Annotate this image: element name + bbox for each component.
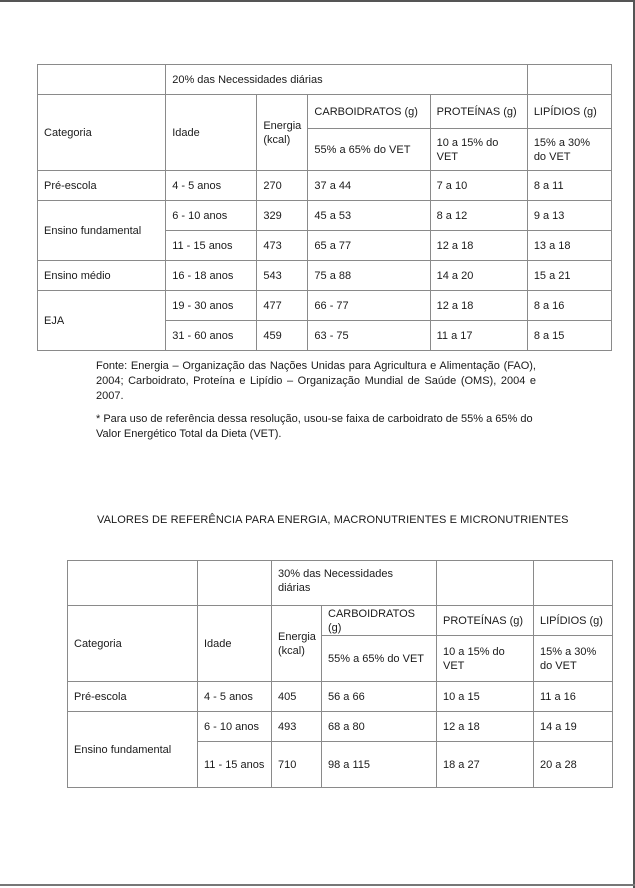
source-note: Fonte: Energia – Organização das Nações Unidas para Agricultura e Alimentação (FAO), 2004; Carboidrato, Proteína e Lipídio – Organização Mundial de Saúde (OMS), 2004 e 2007.	[96, 360, 536, 402]
idade-cell: 6 - 10 anos	[166, 201, 257, 231]
idade-cell: 31 - 60 anos	[166, 321, 257, 351]
nutrition-table-30-percent	[67, 560, 613, 788]
footnote: * Para uso de referência dessa resolução, usou-se faixa de carboidrato de 55% a 65% do Valor Energético Total da Dieta (VET).	[96, 413, 533, 440]
energia-cell: 710	[272, 742, 322, 788]
section-title: VALORES DE REFERÊNCIA PARA ENERGIA, MACRONUTRIENTES E MICRONUTRIENTES	[97, 514, 569, 526]
prot-cell: 14 a 20	[430, 261, 527, 291]
lip-range: 15% a 30% do VET	[534, 636, 613, 682]
lip-cell: 20 a 28	[534, 742, 613, 788]
lip-cell: 8 a 15	[527, 321, 611, 351]
prot-range: 10 a 15% do VET	[430, 129, 527, 171]
nutrition-table-20-percent	[37, 64, 612, 351]
categoria-cell: Ensino fundamental	[68, 712, 198, 788]
header-top-label: 20% das Necessidades diárias	[166, 65, 528, 95]
col-categoria-header: Categoria	[38, 95, 166, 171]
energia-cell: 473	[257, 231, 308, 261]
prot-cell: 7 a 10	[430, 171, 527, 201]
table-row	[68, 682, 613, 712]
categoria-cell: Pré-escola	[38, 171, 166, 201]
table-row	[38, 171, 612, 201]
carb-cell: 65 a 77	[308, 231, 430, 261]
table-header-row	[38, 65, 612, 95]
empty-cell	[534, 561, 613, 606]
table-header-row	[68, 606, 613, 636]
header-top-label	[272, 561, 437, 606]
prot-cell: 12 a 18	[430, 291, 527, 321]
empty-cell	[38, 65, 166, 95]
col-lip-header: LIPÍDIOS (g)	[527, 95, 611, 129]
table-row	[38, 291, 612, 321]
page-bottom-border	[0, 884, 635, 886]
categoria-cell: EJA	[38, 291, 166, 351]
header-top-label-text: 30% das Necessidades diárias	[278, 568, 393, 594]
empty-cell	[198, 561, 272, 606]
table-header-row	[68, 561, 613, 606]
lip-cell: 8 a 16	[527, 291, 611, 321]
carb-cell: 68 a 80	[322, 712, 437, 742]
prot-cell: 10 a 15	[437, 682, 534, 712]
energia-cell: 329	[257, 201, 308, 231]
carb-cell: 63 - 75	[308, 321, 430, 351]
energia-cell: 543	[257, 261, 308, 291]
prot-cell: 11 a 17	[430, 321, 527, 351]
prot-range: 10 a 15% do VET	[437, 636, 534, 682]
energia-cell: 270	[257, 171, 308, 201]
col-carb-header: CARBOIDRATOS (g)	[322, 606, 437, 636]
carb-cell: 98 a 115	[322, 742, 437, 788]
idade-cell: 11 - 15 anos	[198, 742, 272, 788]
prot-cell: 8 a 12	[430, 201, 527, 231]
table-row	[38, 201, 612, 231]
prot-cell: 12 a 18	[437, 712, 534, 742]
table-row	[38, 261, 612, 291]
empty-cell	[437, 561, 534, 606]
lip-cell: 14 a 19	[534, 712, 613, 742]
empty-cell	[527, 65, 611, 95]
col-prot-header: PROTEÍNAS (g)	[437, 606, 534, 636]
page-top-border	[0, 0, 635, 2]
carb-range: 55% a 65% do VET	[322, 636, 437, 682]
idade-cell: 16 - 18 anos	[166, 261, 257, 291]
col-energia-header: Energia (kcal)	[272, 606, 322, 682]
col-idade-header: Idade	[198, 606, 272, 682]
categoria-cell: Pré-escola	[68, 682, 198, 712]
idade-cell: 6 - 10 anos	[198, 712, 272, 742]
carb-cell: 37 a 44	[308, 171, 430, 201]
col-categoria-header: Categoria	[68, 606, 198, 682]
lip-cell: 11 a 16	[534, 682, 613, 712]
lip-cell: 15 a 21	[527, 261, 611, 291]
carb-cell: 66 - 77	[308, 291, 430, 321]
col-prot-header: PROTEÍNAS (g)	[430, 95, 527, 129]
idade-cell: 4 - 5 anos	[166, 171, 257, 201]
prot-cell: 18 a 27	[437, 742, 534, 788]
energia-cell: 493	[272, 712, 322, 742]
carb-cell: 45 a 53	[308, 201, 430, 231]
categoria-cell: Ensino médio	[38, 261, 166, 291]
categoria-cell: Ensino fundamental	[38, 201, 166, 261]
carb-cell: 75 a 88	[308, 261, 430, 291]
col-carb-header: CARBOIDRATOS (g)	[308, 95, 430, 129]
col-idade-header: Idade	[166, 95, 257, 171]
idade-cell: 19 - 30 anos	[166, 291, 257, 321]
energia-cell: 459	[257, 321, 308, 351]
table-row	[68, 712, 613, 742]
energia-cell: 477	[257, 291, 308, 321]
carb-cell: 56 a 66	[322, 682, 437, 712]
empty-cell	[68, 561, 198, 606]
lip-cell: 13 a 18	[527, 231, 611, 261]
col-lip-header: LIPÍDIOS (g)	[534, 606, 613, 636]
carb-range: 55% a 65% do VET	[308, 129, 430, 171]
idade-cell: 4 - 5 anos	[198, 682, 272, 712]
lip-cell: 8 a 11	[527, 171, 611, 201]
idade-cell: 11 - 15 anos	[166, 231, 257, 261]
lip-cell: 9 a 13	[527, 201, 611, 231]
prot-cell: 12 a 18	[430, 231, 527, 261]
table-header-row	[38, 95, 612, 129]
energia-cell: 405	[272, 682, 322, 712]
lip-range: 15% a 30% do VET	[527, 129, 611, 171]
col-energia-header: Energia (kcal)	[257, 95, 308, 171]
